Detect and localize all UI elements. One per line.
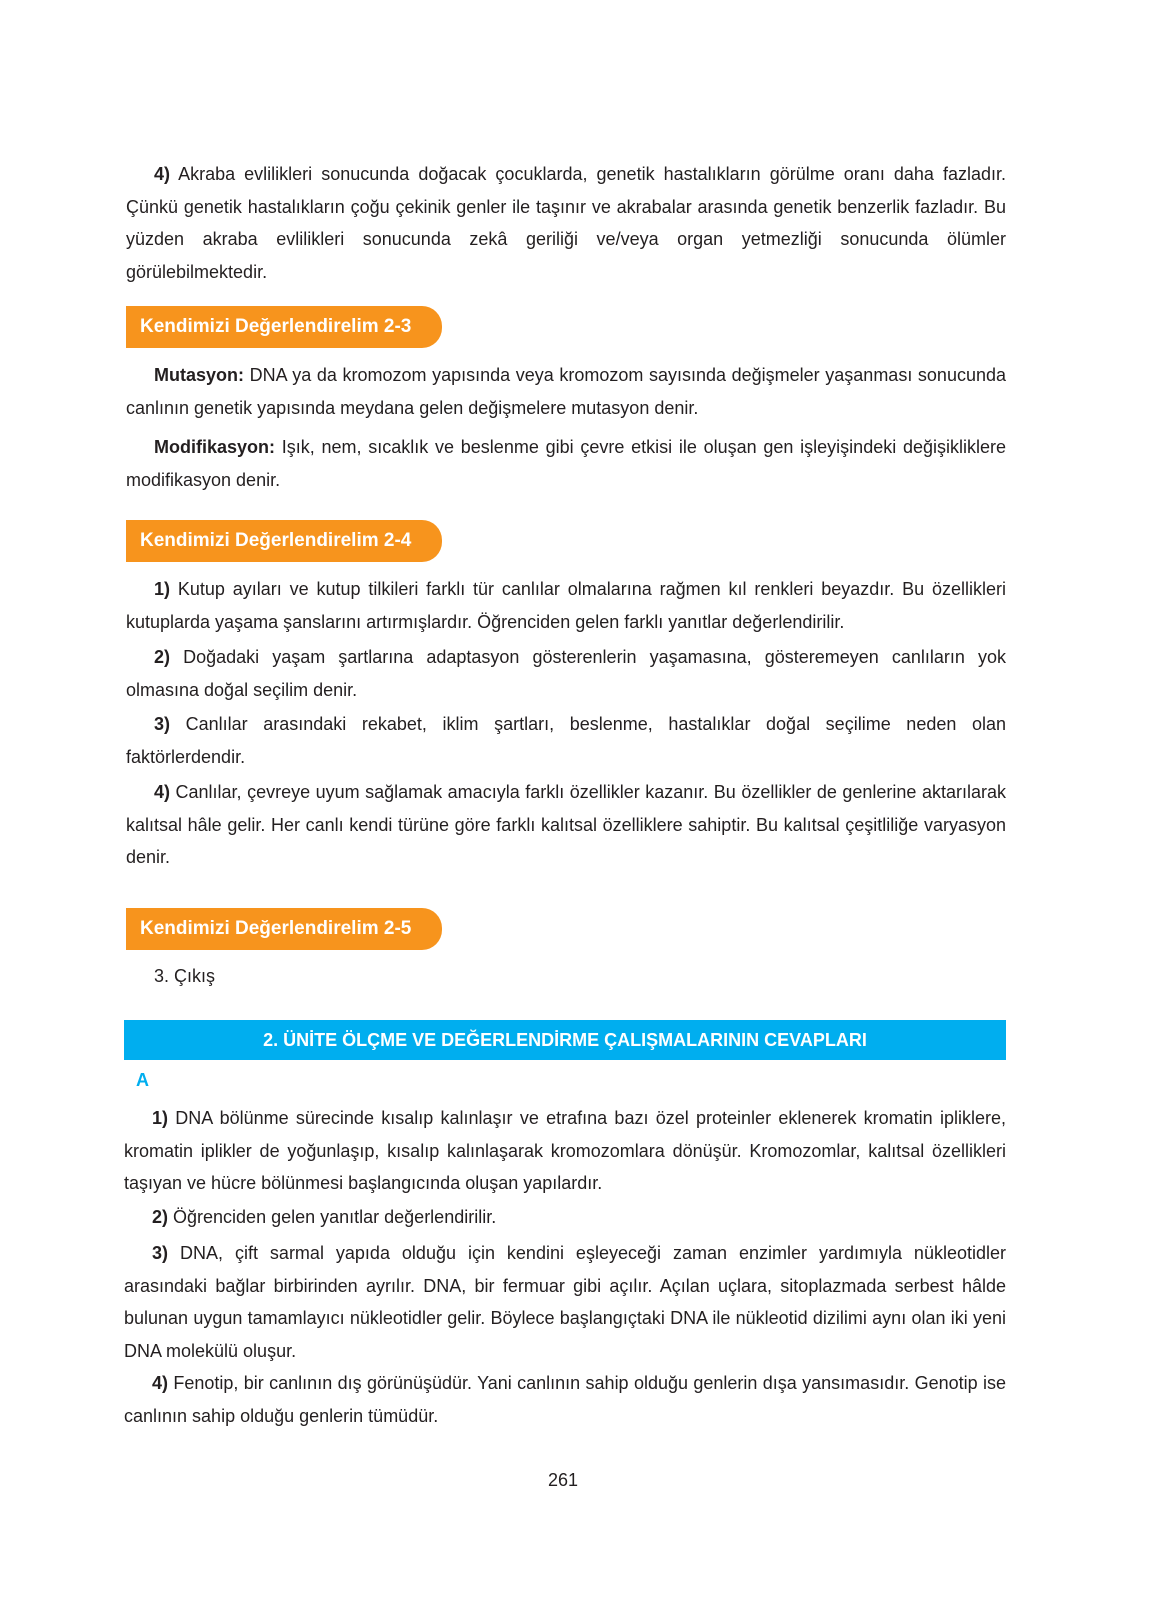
answer-item [124, 1237, 1006, 1367]
page-number: 261 [547, 1470, 579, 1490]
definition: DNA ya da kromozom yapısında veya kromozom sayısında değişmeler yaşanması sonucunda canlının genetik yapısında meydana gelen değişmelere mutasyon denir. [126, 365, 1006, 418]
section-header-2-5: Kendimizi Değerlendirelim 2-5 [126, 908, 442, 950]
item-number: 1) [152, 1108, 169, 1128]
definition: Işık, nem, sıcaklık ve beslenme gibi çevre etkisi ile oluşan gen işleyişindeki değişikliklere modifikasyon denir. [126, 437, 1006, 490]
item-text: Fenotip, bir canlının dış görünüşüdür. Yani canlının sahip olduğu genlerin dışa yansımasıdır. Genotip ise canlının sahip olduğu genlerin tümüdür. [124, 1373, 1006, 1426]
item-number: 2) [152, 1207, 169, 1227]
answer-item [124, 1102, 1006, 1200]
section-header-2-3: Kendimizi Değerlendirelim 2-3 [126, 306, 442, 348]
paragraph-mutasyon [126, 359, 1006, 424]
item-text: Kutup ayıları ve kutup tilkileri farklı tür canlılar olmalarına rağmen kıl renkleri beyazdır. Bu özellikleri kutuplarda yaşama şanslarını artırmışlardır. Öğrenciden gelen farklı yanıtlar değerlendirilir. [126, 579, 1006, 632]
item-number: 1) [154, 579, 171, 599]
item-text: Canlılar arasındaki rekabet, iklim şartları, beslenme, hastalıklar doğal seçilime neden olan faktörlerdendir. [126, 714, 1006, 767]
answer-item [126, 573, 1006, 638]
item-number: 4) [154, 164, 171, 184]
section-header-2-4: Kendimizi Değerlendirelim 2-4 [126, 520, 442, 562]
item-number: 3) [152, 1243, 169, 1263]
item-text: Akraba evlilikleri sonucunda doğacak çocuklarda, genetik hastalıkların görülme oranı daha fazladır. Çünkü genetik hastalıkların çoğu çekinik genler ile taşınır ve akrabalar arasında genetik benzerlik fazladır. Bu yüzden akraba evlilikleri sonucunda zekâ geriliği ve/veya organ yetmezliği sonucunda ölümler görülebilmektedir. [126, 164, 1006, 282]
unit-answers-banner: 2. ÜNİTE ÖLÇME VE DEĞERLENDİRME ÇALIŞMALARININ CEVAPLARI [124, 1020, 1006, 1060]
item-text: Canlılar, çevreye uyum sağlamak amacıyla farklı özellikler kazanır. Bu özellikler de genlerine aktarılarak kalıtsal hâle gelir. Her canlı kendi türüne göre farklı kalıtsal özelliklere sahiptir. Bu kalıtsal çeşitliliğe varyasyon denir. [126, 782, 1006, 867]
paragraph-modifikasyon [126, 431, 1006, 496]
paragraph-akraba [126, 158, 1006, 288]
item-text: DNA bölünme sürecinde kısalıp kalınlaşır ve etrafına bazı özel proteinler eklenerek kromatin ipliklere, kromatin iplikler de yoğunlaşıp, kısalıp kalınlaşarak kromozomlara dönüşür. Kromozomlar, kalıtsal özellikleri taşıyan ve hücre bölünmesi başlangıcında oluşan yapılardır. [124, 1108, 1006, 1193]
term: Mutasyon: [154, 365, 244, 385]
section-letter: A [136, 1070, 149, 1090]
item-number: 2) [154, 647, 171, 667]
item-text: Doğadaki yaşam şartlarına adaptasyon gösterenlerin yaşamasına, gösteremeyen canlıların yok olmasına doğal seçilim denir. [126, 647, 1006, 700]
answer-item [124, 1201, 1006, 1234]
item-text: DNA, çift sarmal yapıda olduğu için kendini eşleyeceği zaman enzimler yardımıyla nükleotidler arasındaki bağlar birbirinden ayrılır. DNA, bir fermuar gibi açılır. Açılan uçlara, sitoplazmada serbest hâlde bulunan uygun tamamlayıcı nükleotidler gelir. Böylece başlangıçtaki DNA ile nükleotid dizilimi aynı olan iki yeni DNA molekülü oluşur. [124, 1243, 1006, 1361]
item-number: 4) [154, 782, 171, 802]
term: Modifikasyon: [154, 437, 276, 457]
answer-item [124, 1367, 1006, 1432]
answer-item [126, 776, 1006, 874]
answer-2-5: 3. Çıkış [154, 966, 216, 986]
item-number: 3) [154, 714, 171, 734]
item-number: 4) [152, 1373, 169, 1393]
item-text: Öğrenciden gelen yanıtlar değerlendirilir. [168, 1207, 497, 1227]
answer-item [126, 641, 1006, 706]
answer-item [126, 708, 1006, 773]
